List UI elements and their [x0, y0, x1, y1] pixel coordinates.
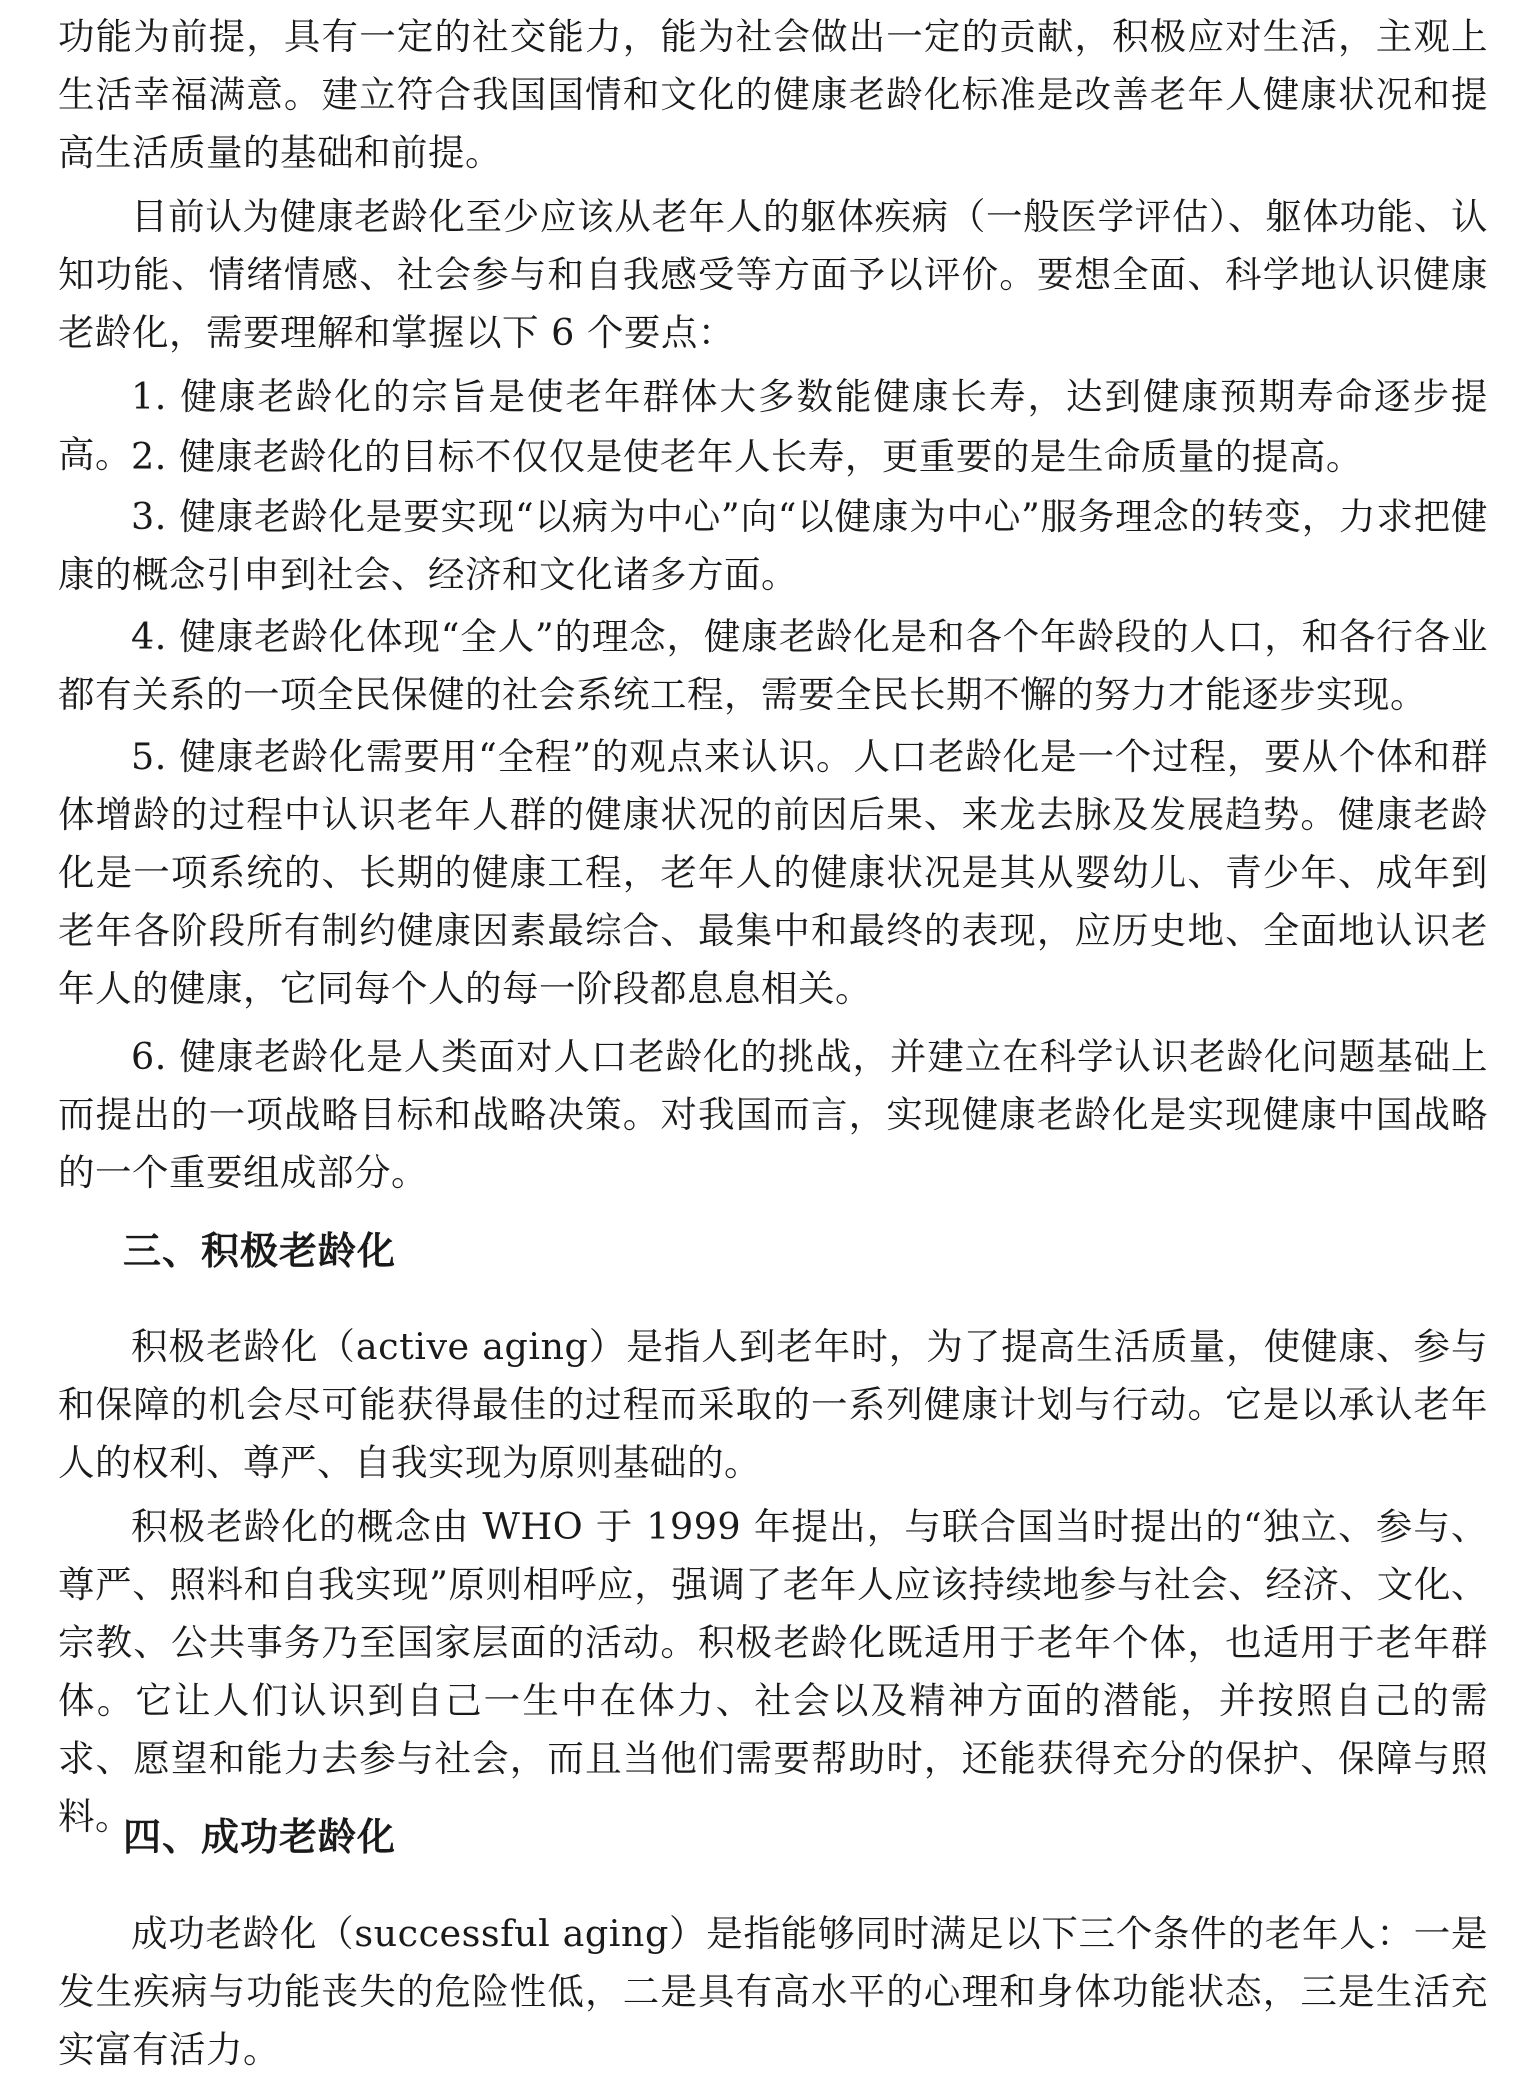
section-heading-active-aging: 三、积极老龄化: [123, 1229, 397, 1273]
list-item-point-2: 2. 健康老龄化的目标不仅仅是使老年人长寿，更重要的是生命质量的提高。: [131, 435, 1363, 478]
section-heading-successful-aging: 四、成功老龄化: [123, 1815, 397, 1859]
list-item-point-1: 1. 健康老龄化的宗旨是使老年群体大多数能健康长寿，达到健康预期寿命逐步提高。: [58, 375, 1488, 476]
paragraph-active-aging-definition: 积极老龄化（active aging）是指人到老年时，为了提高生活质量，使健康、参与和保障的机会尽可能获得最佳的过程而采取的一系列健康计划与行动。它是以承认老年人的权利、尊严、自我实现为原则基础的。: [58, 1325, 1488, 1484]
list-item-point-4: 4. 健康老龄化体现“全人”的理念，健康老龄化是和各个年龄段的人口，和各行各业都有关系的一项全民保健的社会系统工程，需要全民长期不懈的努力才能逐步实现。: [58, 615, 1488, 716]
list-item-point-5: 5. 健康老龄化需要用“全程”的观点来认识。人口老龄化是一个过程，要从个体和群体增龄的过程中认识老年人群的健康状况的前因后果、来龙去脉及发展趋势。健康老龄化是一项系统的、长期的健康工程，老年人的健康状况是其从婴幼儿、青少年、成年到老年各阶段所有制约健康因素最综合、最集中和最终的表现，应历史地、全面地认识老年人的健康，它同每个人的每一阶段都息息相关。: [58, 735, 1488, 1010]
paragraph-active-aging-who: 积极老龄化的概念由 WHO 于 1999 年提出，与联合国当时提出的“独立、参与、尊严、照料和自我实现”原则相呼应，强调了老年人应该持续地参与社会、经济、文化、宗教、公共事务乃至国家层面的活动。积极老龄化既适用于老年个体，也适用于老年群体。它让人们认识到自己一生中在体力、社会以及精神方面的潜能，并按照自己的需求、愿望和能力去参与社会，而且当他们需要帮助时，还能获得充分的保护、保障与照料。: [58, 1505, 1488, 1838]
list-item-point-6: 6. 健康老龄化是人类面对人口老龄化的挑战，并建立在科学认识老龄化问题基础上而提出的一项战略目标和战略决策。对我国而言，实现健康老龄化是实现健康中国战略的一个重要组成部分。: [58, 1035, 1488, 1194]
paragraph-successful-aging-definition: 成功老龄化（successful aging）是指能够同时满足以下三个条件的老年人：一是发生疾病与功能丧失的危险性低，二是具有高水平的心理和身体功能状态，三是生活充实富有活力。: [58, 1912, 1488, 2071]
paragraph-healthy-aging-evaluation: 目前认为健康老龄化至少应该从老年人的躯体疾病（一般医学评估）、躯体功能、认知功能、情绪情感、社会参与和自我感受等方面予以评价。要想全面、科学地认识健康老龄化，需要理解和掌握以下 6 个要点：: [58, 195, 1488, 354]
paragraph-healthy-aging-standard-tail: 功能为前提，具有一定的社交能力，能为社会做出一定的贡献，积极应对生活，主观上生活幸福满意。建立符合我国国情和文化的健康老龄化标准是改善老年人健康状况和提高生活质量的基础和前提。: [58, 15, 1488, 174]
list-item-point-3: 3. 健康老龄化是要实现“以病为中心”向“以健康为中心”服务理念的转变，力求把健康的概念引申到社会、经济和文化诸多方面。: [58, 495, 1488, 596]
